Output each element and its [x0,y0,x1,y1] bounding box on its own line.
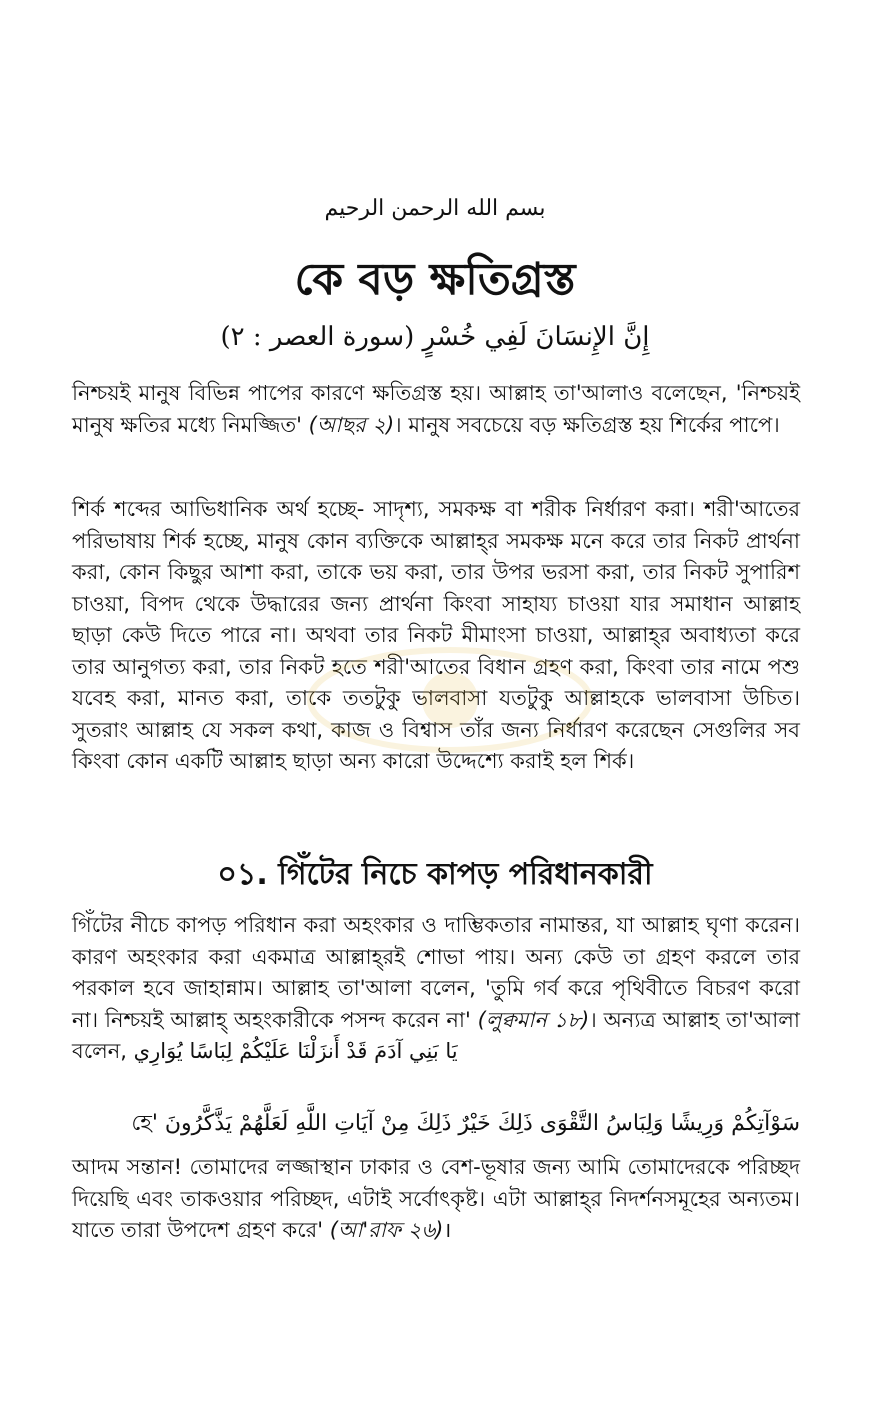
arabic-verse-part1: يَا بَنِي آدَمَ قَدْ أَنزَلْنَا عَلَيْكُمْ لِبَاسًا يُوَارِي [133,1039,458,1063]
paragraph-intro-tail: । মানুষ সবচেয়ে বড় ক্ষতিগ্রস্ত হয় শির্কের পাপে। [394,412,780,437]
arabic-verse-part2: سَوْآتِكُمْ وَرِيشًا وَلِبَاسُ التَّقْوَى ذَلِكَ خَيْرٌ ذَلِكَ مِنْ آيَاتِ اللَّهِ لَعَلَّهُمْ يَذَّكَّرُونَ [164,1111,800,1136]
reference-luqman: (লুক্বমান ১৮) [477,1007,590,1032]
paragraph-shirk-definition: শির্ক শব্দের আভিধানিক অর্থ হচ্ছে- সাদৃশ্য, সমকক্ষ বা শরীক নির্ধারণ করা। শরী'আতের পরিভাষায় শির্ক হচ্ছে, মানুষ কোন ব্যক্তিকে আল্লাহ্‌র সমকক্ষ মনে করে তার নিকট প্রার্থনা করা, কোন কিছুর আশা করা, তাকে ভয় করা, তার উপর ভরসা করা, তার নিকট সুপারিশ চাওয়া, বিপদ থেকে উদ্ধারের জন্য প্রার্থনা কিংবা সাহায্য চাওয়া যার সমাধান আল্লাহ ছাড়া কেউ দিতে পারে না। অথবা তার নিকট মীমাংসা চাওয়া, আল্লাহ্‌র অবাধ্যতা করে তার আনুগত্য করা, তার নিকট হতে শরী'আতের বিধান গ্রহণ করা, কিংবা তার নামে পশু যবেহ করা, মানত করা, তাকে ততটুকু ভালবাসা যতটুকু আল্লাহকে ভালবাসা উচিত। সুতরাং আল্লাহ যে সকল কথা, কাজ ও বিশ্বাস তাঁর জন্য নির্ধারণ করেছেন সেগুলির সব কিংবা কোন একটি আল্লাহ ছাড়া অন্য কারো উদ্দেশ্যে করাই হল শির্ক। [72,497,800,773]
paragraph-intro [72,378,800,441]
paragraph-ankle-garment [72,910,800,1068]
arabic-verse-line2 [72,1106,800,1143]
paragraph-ankle-tail: । অন্যত্র আল্লাহ তা'আলা বলেন, [72,1007,800,1063]
paragraph-ankle-text: গিঁটের নীচে কাপড় পরিধান করা অহংকার ও দাম্ভিকতার নামান্তর, যা আল্লাহ ঘৃণা করেন। কারণ অহংকার করা একমাত্র আল্লাহ্‌রই শোভা পায়। অন্য কেউ তা গ্রহণ করলে তার পরকাল হবে জাহান্নাম। আল্লাহ তা'আলা বলেন, 'তুমি গর্ব করে পৃথিবীতে বিচরণ করো না। নিশ্চয়ই আল্লাহ্‌ অহংকারীকে পসন্দ করেন না' [72,913,800,1032]
paragraph-translation [72,1152,800,1247]
paragraph-intro-text: নিশ্চয়ই মানুষ বিভিন্ন পাপের কারণে ক্ষতিগ্রস্ত হয়। আল্লাহ তা'আলাও বলেছেন, 'নিশ্চয়ই মানুষ ক্ষতির মধ্যে নিমজ্জিত' [72,381,800,437]
page-title: কে বড় ক্ষতিগ্রস্ত [294,254,576,305]
paragraph-translation-text: আদম সন্তান! তোমাদের লজ্জাস্থান ঢাকার ও বেশ-ভূষার জন্য আমি তোমাদেরকে পরিচ্ছদ দিয়েছি এবং তাকওয়ার পরিচ্ছদ, এটাই সর্বোৎকৃষ্ট। এটা আল্লাহ্‌র নিদর্শনসমূহের অন্যতম। যাতে তারা উপদেশ গ্রহণ করে' [72,1155,800,1242]
section-heading: ০১. গিঁটের নিচে কাপড় পরিধানকারী [217,857,653,892]
reference-araf: (আ'রাফ ২৬) [329,1218,444,1242]
paragraph-translation-tail: । [443,1218,452,1242]
reference-asr: (আছর ২) [308,412,395,437]
bismillah: بسم الله الرحمن الرحيم [324,196,546,221]
quran-verse: إِنَّ الإِنسَانَ لَفِي خُسْرٍ (سورة العصر : ٢) [220,322,650,352]
translation-start: 'হে [131,1111,158,1136]
